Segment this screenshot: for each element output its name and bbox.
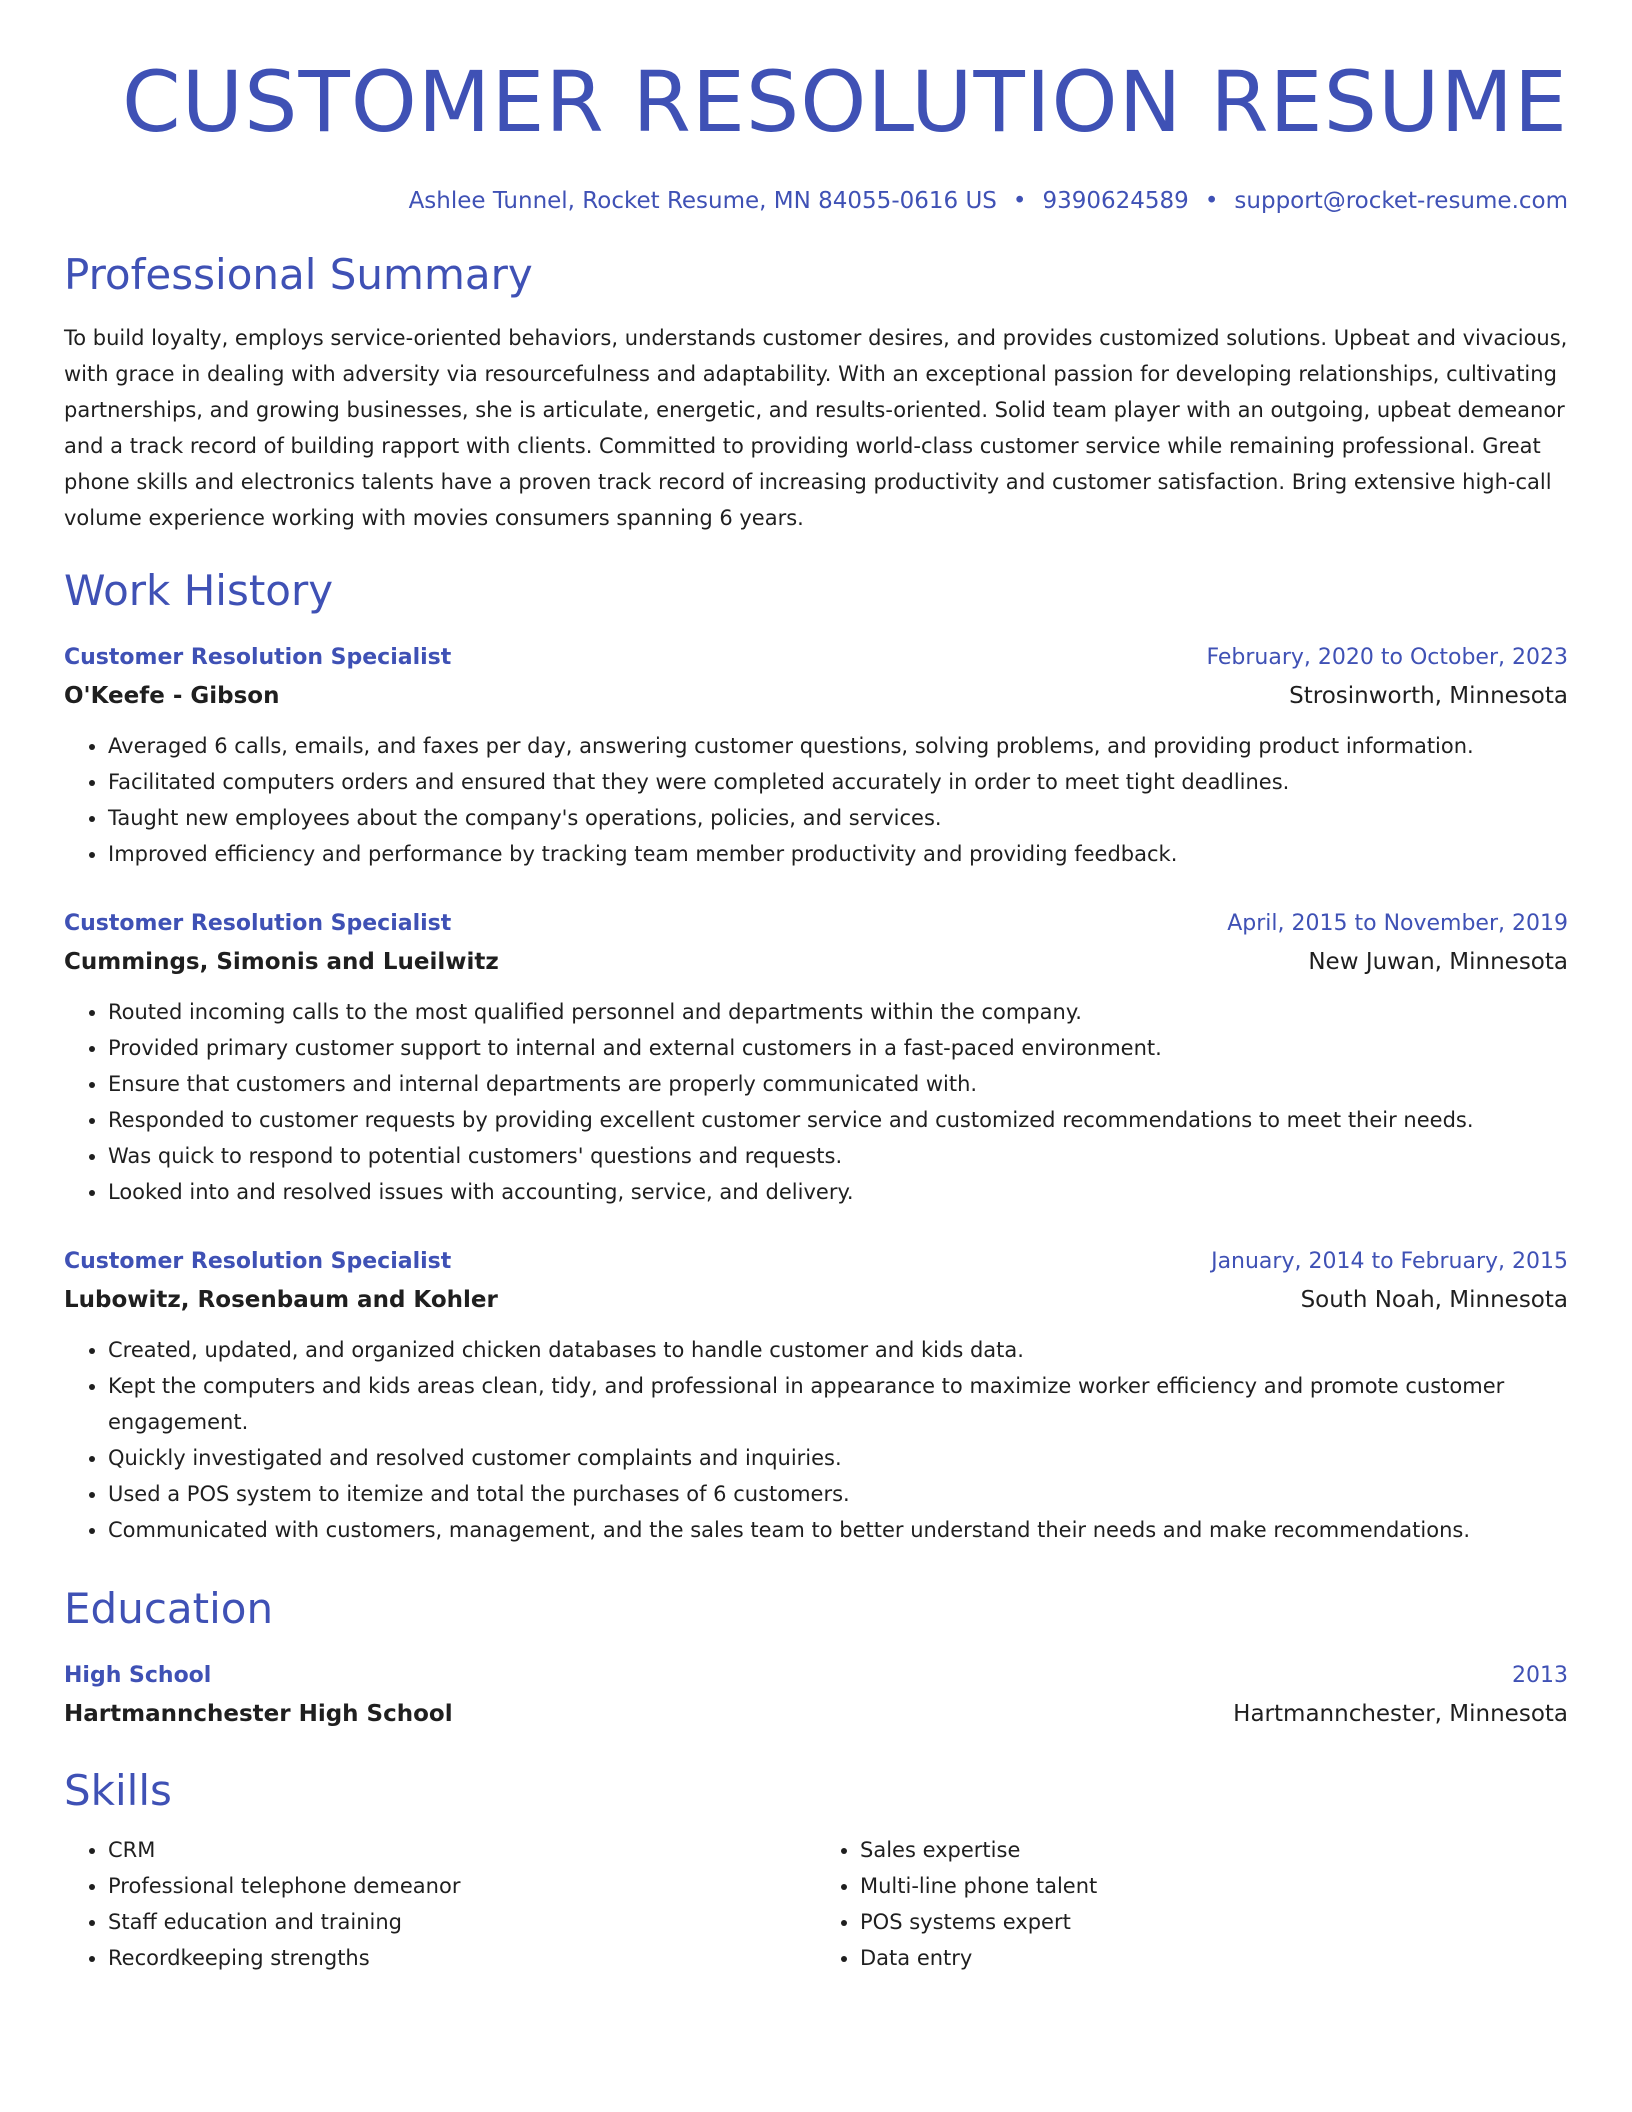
job-bullet: • Kept the computers and kids areas clean, tidy, and professional in appearance to maximize worker efficiency and promote customer engagement. [108, 1368, 1568, 1440]
job-bullet: • Used a POS system to itemize and total the purchases of 6 customers. [108, 1476, 1568, 1512]
education-heading: Education [64, 1584, 274, 1633]
job-bullet: • Averaged 6 calls, emails, and faxes per day, answering customer questions, solving problems, and providing product information. [108, 728, 1568, 764]
job-location: New Juwan, Minnesota [1308, 949, 1568, 975]
skill-item: • POS systems expert [860, 1904, 1568, 1940]
skill-item: • Multi-line phone talent [860, 1868, 1568, 1904]
job-bullet: • Created, updated, and organized chicken databases to handle customer and kids data. [108, 1332, 1568, 1368]
skill-item: • Professional telephone demeanor [108, 1868, 816, 1904]
job-company: O'Keefe - Gibson [64, 683, 280, 709]
job-bullet: • Taught new employees about the company's operations, policies, and services. [108, 800, 1568, 836]
job-bullet: • Facilitated computers orders and ensured that they were completed accurately in order to meet tight deadlines. [108, 764, 1568, 800]
job-bullet: • Quickly investigated and resolved customer complaints and inquiries. [108, 1440, 1568, 1476]
skills-column-right [816, 1832, 1568, 1976]
skills-column-left [64, 1832, 816, 1976]
job-entry [64, 906, 1568, 1210]
education-entry [64, 1658, 1568, 1734]
job-bullets [64, 728, 1568, 872]
job-bullet: • Routed incoming calls to the most qualified personnel and departments within the company. [108, 994, 1568, 1030]
contact-phone: 9390624589 [1042, 188, 1189, 214]
resume-header [64, 52, 1568, 214]
job-company: Lubowitz, Rosenbaum and Kohler [64, 1287, 498, 1313]
summary-text: To build loyalty, employs service-oriented behaviors, understands customer desires, and provides customized solutions. Upbeat and vivacious, with grace in dealing with adversity via resourcefulness and adaptability. With an exceptional passion for developing relationships, cultivating partnerships, and growing businesses, she is articulate, energetic, and results-oriented. Solid team player with an outgoing, upbeat demeanor and a track record of building rapport with clients. Committed to providing world-class customer service while remaining professional. Great phone skills and electronics talents have a proven track record of increasing productivity and customer satisfaction. Bring extensive high-call volume experience working with movies consumers spanning 6 years. [64, 326, 1568, 530]
job-dates: February, 2020 to October, 2023 [1206, 645, 1568, 670]
education-school: Hartmannchester High School [64, 1701, 453, 1727]
job-bullets [64, 1332, 1568, 1548]
skill-item: • CRM [108, 1832, 816, 1868]
job-bullet: • Was quick to respond to potential customers' questions and requests. [108, 1138, 1568, 1174]
job-title: Customer Resolution Specialist [64, 645, 452, 670]
job-bullet: • Provided primary customer support to internal and external customers in a fast-paced environment. [108, 1030, 1568, 1066]
resume-title: CUSTOMER RESOLUTION RESUME [121, 53, 1568, 151]
contact-email[interactable]: support@rocket-resume.com [1234, 188, 1568, 214]
job-location: South Noah, Minnesota [1300, 1287, 1568, 1313]
job-bullet: • Looked into and resolved issues with accounting, service, and delivery. [108, 1174, 1568, 1210]
skills-heading: Skills [64, 1766, 172, 1815]
contact-address: Ashlee Tunnel, Rocket Resume, MN 84055-0616 US [408, 188, 997, 214]
job-title: Customer Resolution Specialist [64, 911, 452, 936]
education-year: 2013 [1512, 1663, 1568, 1688]
contact-separator: • [1204, 188, 1219, 214]
skill-item: • Staff education and training [108, 1904, 816, 1940]
job-location: Strosinworth, Minnesota [1289, 683, 1568, 709]
summary-heading: Professional Summary [64, 250, 533, 299]
skill-item: • Recordkeeping strengths [108, 1940, 816, 1976]
job-entry [64, 640, 1568, 872]
contact-separator: • [1012, 188, 1027, 214]
job-bullet: • Communicated with customers, management, and the sales team to better understand their needs and make recommendations. [108, 1512, 1568, 1548]
skill-item: • Sales expertise [860, 1832, 1568, 1868]
skill-item: • Data entry [860, 1940, 1568, 1976]
work-history-heading: Work History [64, 566, 334, 615]
job-entry [64, 1244, 1568, 1548]
contact-line [64, 188, 1568, 214]
job-bullet: • Improved efficiency and performance by tracking team member productivity and providing feedback. [108, 836, 1568, 872]
job-bullets [64, 994, 1568, 1210]
education-location: Hartmannchester, Minnesota [1233, 1701, 1568, 1727]
job-dates: January, 2014 to February, 2015 [1211, 1249, 1568, 1274]
job-dates: April, 2015 to November, 2019 [1227, 911, 1568, 936]
job-title: Customer Resolution Specialist [64, 1249, 452, 1274]
job-company: Cummings, Simonis and Lueilwitz [64, 949, 499, 975]
skills-list [64, 1832, 1568, 1976]
education-degree: High School [64, 1663, 212, 1688]
job-bullet: • Responded to customer requests by providing excellent customer service and customized recommendations to meet their needs. [108, 1102, 1568, 1138]
job-bullet: • Ensure that customers and internal departments are properly communicated with. [108, 1066, 1568, 1102]
